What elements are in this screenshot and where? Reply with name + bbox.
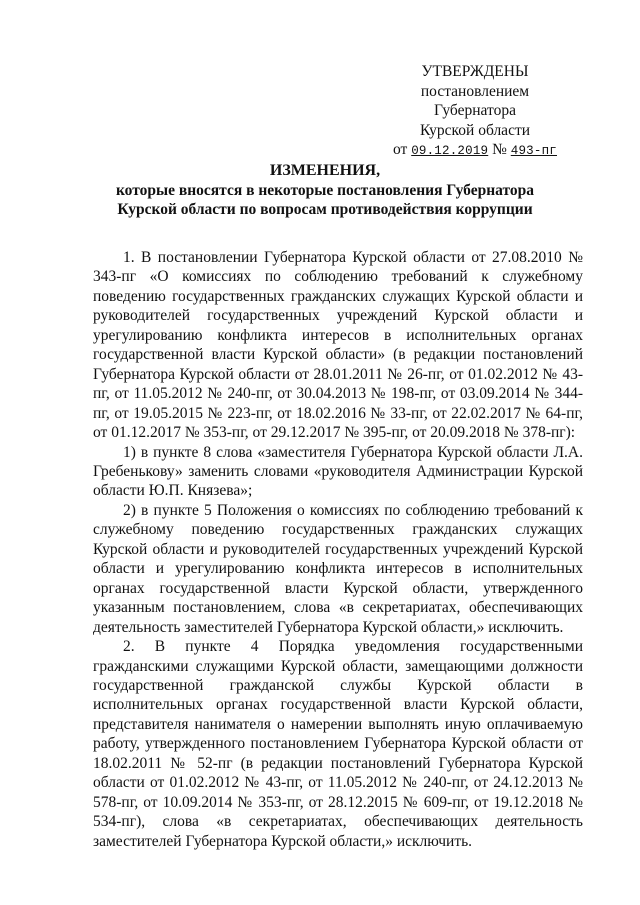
heading-title: ИЗМЕНЕНИЯ, — [269, 162, 381, 179]
paragraph-2: 2. В пункте 4 Порядка уведомления государственными гражданскими служащими Курской области, замещающими должности государственной гражданской службы Курской области в исполнительных органах государственной власти Курской области, представителя нанимателя о намерении выполнять иную оплачиваемую работу, утвержденного постановлением Губернатора Курской области от 18.02.2011 № 52-пг (в редакции постановлений Губернатора Курской области от 01.02.2012 № 43-пг, от 11.05.2012 № 240-пг, от 24.12.2013 № 578-пг, от 10.09.2014 № 353-пг, от 28.12.2015 № 609-пг, от 19.12.2018 № 534-пг), слова «в секретариатах, обеспечивающих деятельность заместителей Губернатора Курской области,» исключить. — [93, 638, 583, 850]
document-body — [93, 248, 583, 851]
approval-date: 09.12.2019 — [411, 144, 489, 158]
heading-subtitle: которые вносятся в некоторые постановления Губернатора Курской области по вопросам противодействия коррупции — [115, 181, 535, 218]
paragraph-1-item-1: 1) в пункте 8 слова «заместителя Губернатора Курской области Л.А. Гребенькову» заменить словами «руководителя Администрации Курской области Ю.П. Князева»; — [93, 443, 583, 500]
approval-line-region: Курской области — [419, 121, 531, 139]
approval-date-line — [385, 140, 565, 162]
date-prefix: от — [393, 141, 408, 158]
approval-line-decree: постановлением Губернатора — [420, 82, 530, 119]
paragraph-1: 1. В постановлении Губернатора Курской области от 27.08.2010 № 343-пг «О комиссиях по соблюдению требований к служебному поведению государственных гражданских служащих Курской области и руководителей государственных учреждений Курской области и урегулированию конфликта интересов в исполнительных органах государственной власти Курской области» (в редакции постановлений Губернатора Курской области от 28.01.2011 № 26-пг, от 01.02.2012 № 43-пг, от 11.05.2012 № 240-пг, от 30.04.2013 № 198-пг, от 03.09.2014 № 344-пг, от 19.05.2015 № 223-пг, от 18.02.2016 № 33-пг, от 22.02.2017 № 64-пг, от 01.12.2017 № 353-пг, от 29.12.2017 № 395-пг, от 20.09.2018 № 378-пг): — [93, 249, 583, 442]
approval-number: 493-пг — [510, 144, 557, 158]
number-prefix: № — [492, 141, 507, 158]
document-heading — [90, 161, 560, 220]
approval-title: УТВЕРЖДЕНЫ — [421, 63, 529, 80]
paragraph-1-item-2: 2) в пункте 5 Положения о комиссиях по соблюдению требований к служебному поведению государственных гражданских служащих Курской области и руководителей государственных учреждений Курской области и урегулированию конфликта интересов в исполнительных органах государственной власти Курской области, утвержденного указанным постановлением, слова «в секретариатах, обеспечивающих деятельность заместителей Губернатора Курской области,» исключить. — [93, 501, 583, 636]
approval-stamp — [385, 62, 565, 162]
